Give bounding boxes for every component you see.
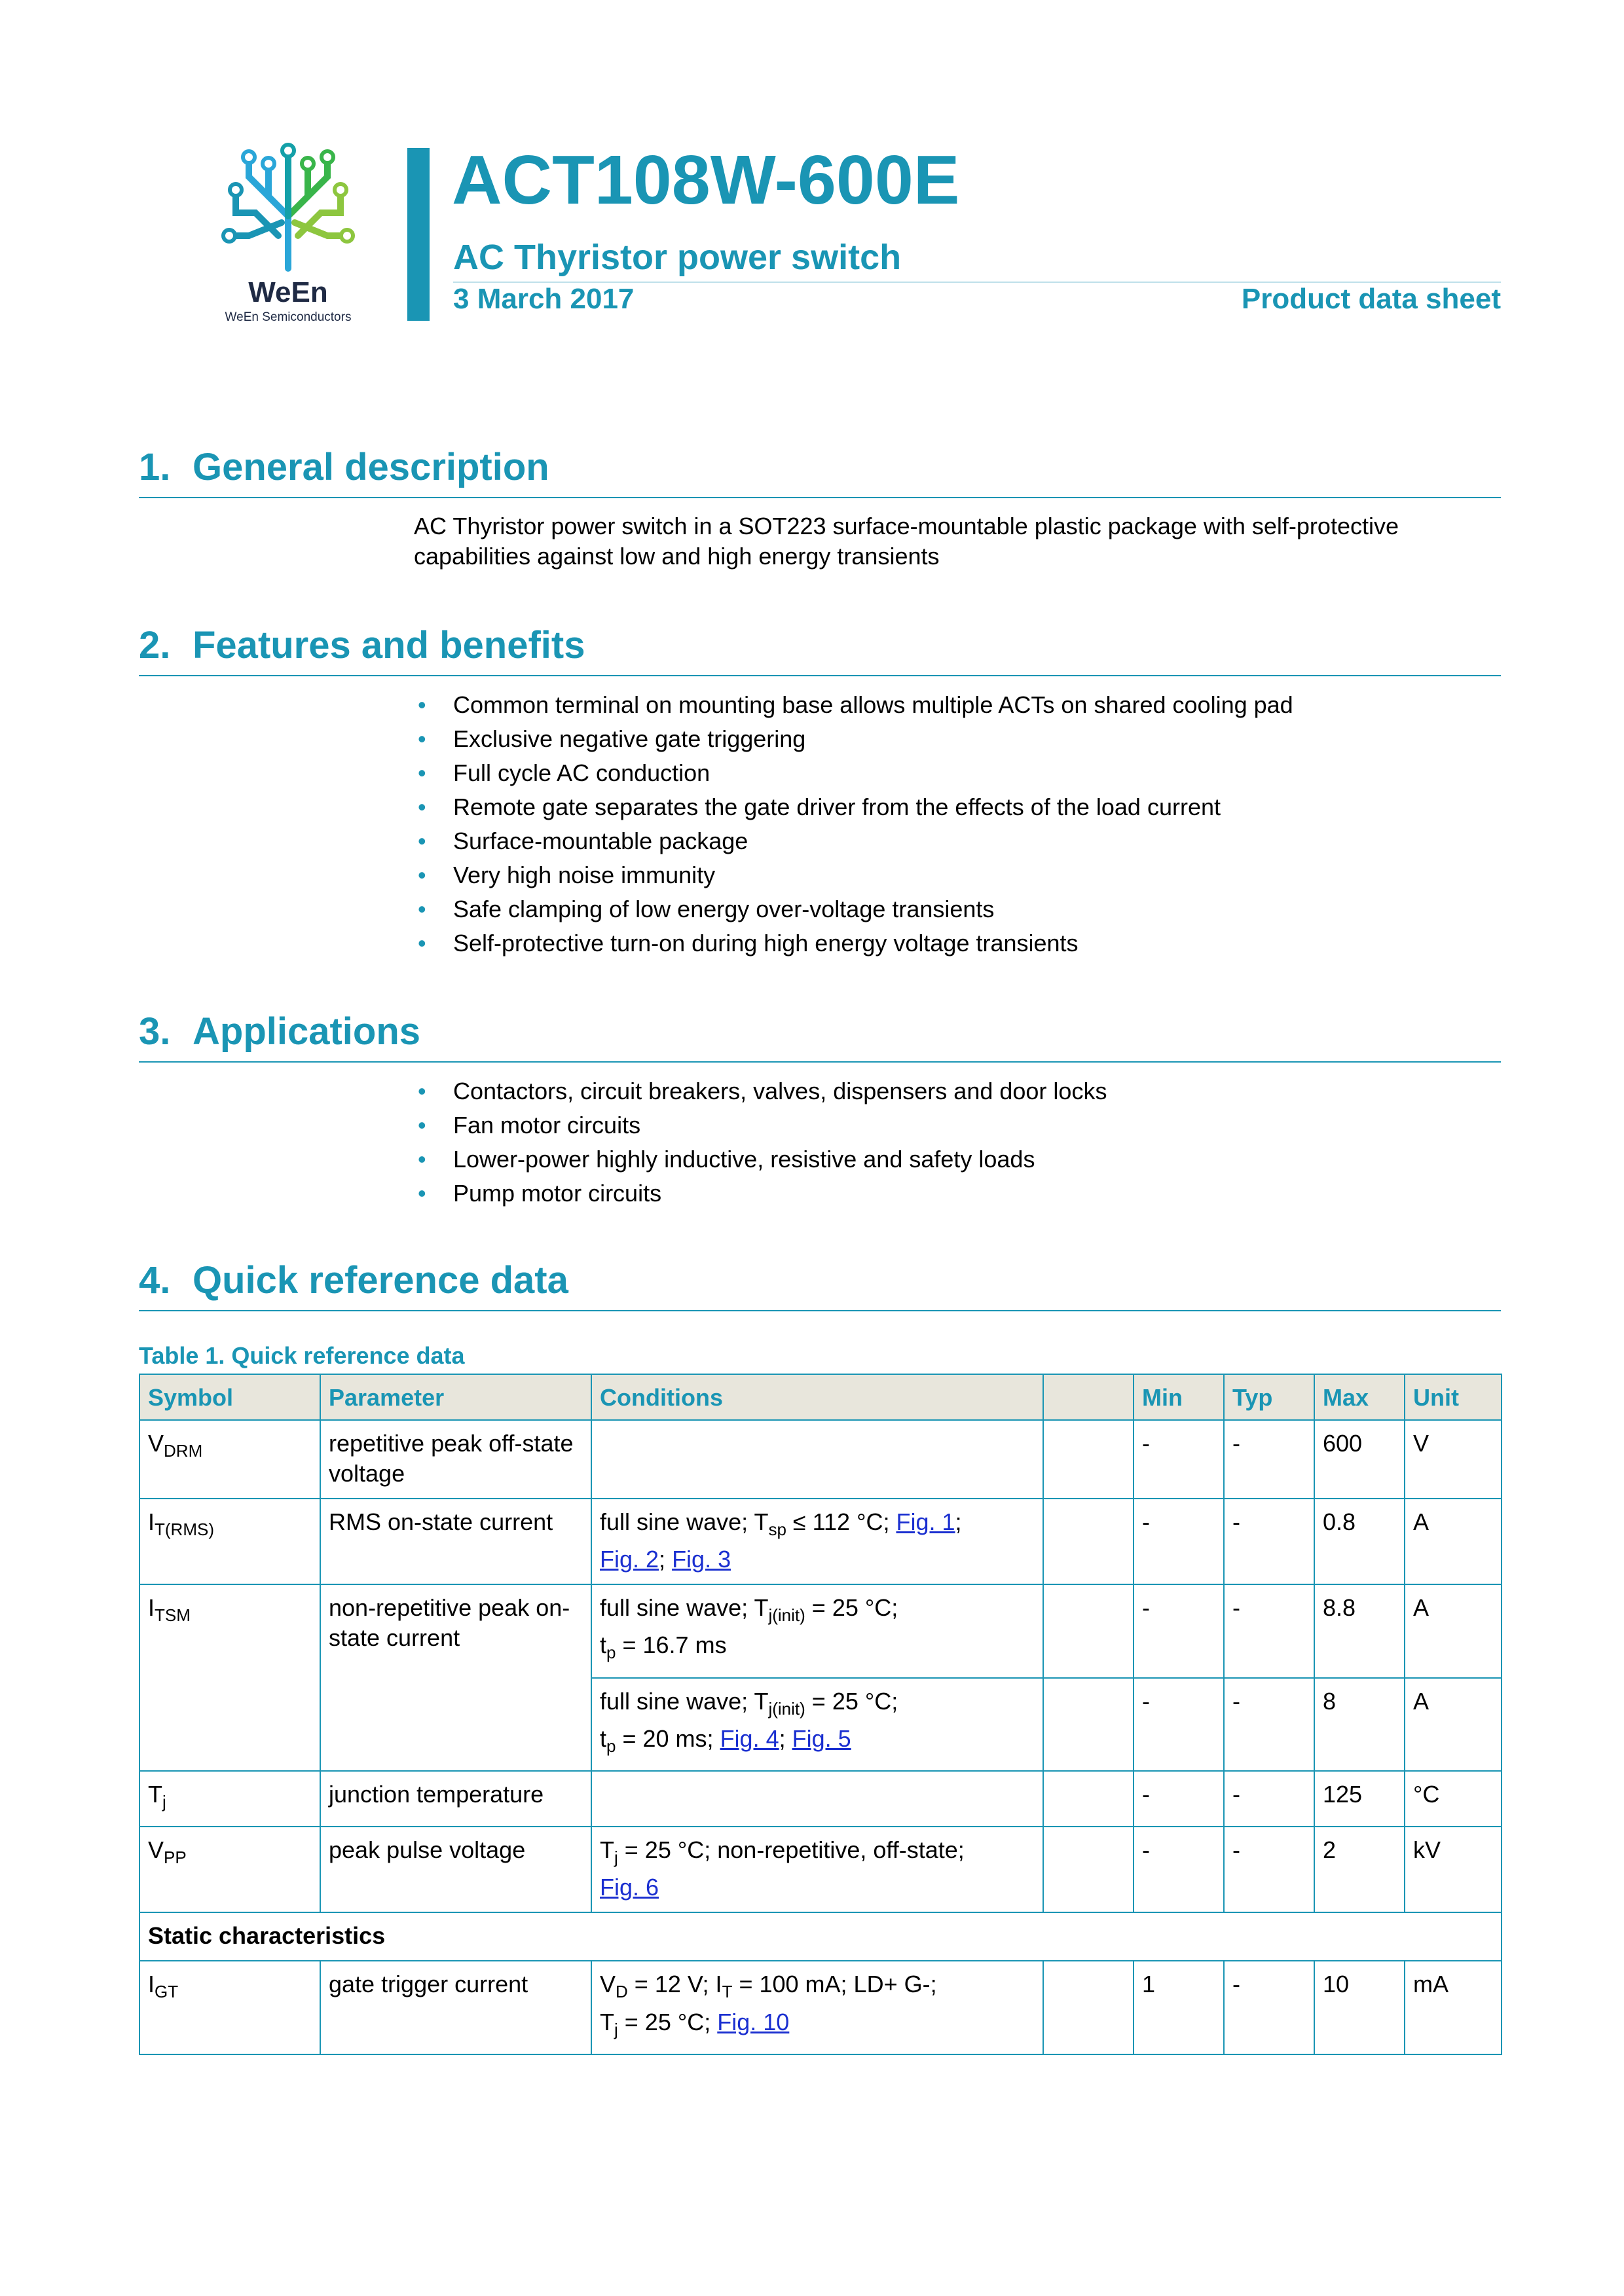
company-logo bbox=[210, 137, 367, 334]
fig6-link[interactable]: Fig. 6 bbox=[600, 1874, 659, 1901]
conditions-cell: full sine wave; $T_{j(init)} = 25$ °C; $t_p = 16.7$ ms bbox=[591, 1584, 1043, 1677]
table-group-row bbox=[139, 1912, 1502, 1961]
max-cell: 8 bbox=[1314, 1678, 1405, 1771]
col-max: Max bbox=[1314, 1374, 1405, 1420]
max-cell: 2 bbox=[1314, 1827, 1405, 1912]
typ-cell: - bbox=[1224, 1771, 1314, 1827]
document-date: 3 March 2017 bbox=[453, 283, 635, 315]
conditions-cell: $T_j = 25$ °C; non-repetitive, off-state; Fig. 6 bbox=[591, 1827, 1043, 1912]
list-item: • Contactors, circuit breakers, valves, dispensers and door locks bbox=[418, 1078, 1107, 1104]
applications-list bbox=[414, 1074, 1501, 1211]
symbol-cell: $I_{T(RMS)}$ bbox=[139, 1499, 320, 1584]
section-features bbox=[139, 623, 1501, 960]
unit-cell: A bbox=[1405, 1584, 1502, 1677]
fig1-link[interactable]: Fig. 1 bbox=[896, 1508, 955, 1535]
conditions-cell: full sine wave; $T_{j(init)} = 25$ °C; $t_p = 20$ ms; Fig. 4; Fig. 5 bbox=[591, 1678, 1043, 1771]
max-cell: 10 bbox=[1314, 1961, 1405, 2054]
document-type: Product data sheet bbox=[1241, 283, 1501, 315]
list-item: • Exclusive negative gate triggering bbox=[418, 725, 806, 752]
symbol-cell: $V_{DRM}$ bbox=[139, 1420, 320, 1499]
unit-cell: °C bbox=[1405, 1771, 1502, 1827]
unit-cell: kV bbox=[1405, 1827, 1502, 1912]
section-number: 2. bbox=[139, 624, 171, 666]
logo-wordmark: WeEn bbox=[248, 276, 328, 308]
parameter-cell: RMS on-state current bbox=[320, 1499, 591, 1584]
typ-cell: - bbox=[1224, 1584, 1314, 1677]
min-cell: - bbox=[1134, 1499, 1224, 1584]
min-cell: - bbox=[1134, 1420, 1224, 1499]
list-item: • Common terminal on mounting base allows multiple ACTs on shared cooling pad bbox=[418, 691, 1293, 718]
section-number: 1. bbox=[139, 446, 171, 488]
features-list bbox=[414, 688, 1501, 960]
col-symbol: Symbol bbox=[139, 1374, 320, 1420]
conditions-cell bbox=[591, 1771, 1043, 1827]
parameter-cell: junction temperature bbox=[320, 1771, 591, 1827]
symbol-cell: $V_{PP}$ bbox=[139, 1827, 320, 1912]
col-unit: Unit bbox=[1405, 1374, 1502, 1420]
ween-logo-icon bbox=[210, 137, 367, 275]
table-row bbox=[139, 1771, 1502, 1827]
symbol-cell: $I_{TSM}$ bbox=[139, 1584, 320, 1771]
fig10-link[interactable]: Fig. 10 bbox=[717, 2008, 790, 2035]
conditions-cell: $V_D = 12$ V; $I_T = 100$ mA; LD+ G-; $T_j = 25$ °C; Fig. 10 bbox=[591, 1961, 1043, 2054]
max-cell: 600 bbox=[1314, 1420, 1405, 1499]
table-row bbox=[139, 1499, 1502, 1584]
list-item: • Pump motor circuits bbox=[418, 1180, 662, 1207]
conditions-cell: full sine wave; $T_{sp} \le 112$ °C; Fig. 1; Fig. 2; Fig. 3 bbox=[591, 1499, 1043, 1584]
product-code-title: ACT108W-600E bbox=[452, 141, 960, 219]
product-subtitle: AC Thyristor power switch bbox=[453, 238, 902, 277]
unit-cell: V bbox=[1405, 1420, 1502, 1499]
section-number: 4. bbox=[139, 1259, 171, 1302]
table-row bbox=[139, 1827, 1502, 1912]
list-item: • Safe clamping of low energy over-voltage transients bbox=[418, 896, 995, 922]
max-cell: 8.8 bbox=[1314, 1584, 1405, 1677]
typ-cell: - bbox=[1224, 1961, 1314, 2054]
table-row bbox=[139, 1420, 1502, 1499]
max-cell: 125 bbox=[1314, 1771, 1405, 1827]
section-heading bbox=[139, 623, 1501, 676]
section-number: 3. bbox=[139, 1010, 171, 1053]
section-title: Features and benefits bbox=[193, 624, 585, 666]
quick-reference-table bbox=[139, 1374, 1502, 2055]
fig5-link[interactable]: Fig. 5 bbox=[792, 1724, 851, 1752]
symbol-cell: $T_j$ bbox=[139, 1771, 320, 1827]
max-cell: 0.8 bbox=[1314, 1499, 1405, 1584]
fig3-link[interactable]: Fig. 3 bbox=[672, 1546, 731, 1573]
col-blank bbox=[1043, 1374, 1134, 1420]
unit-cell: mA bbox=[1405, 1961, 1502, 2054]
logo-subtitle: WeEn Semiconductors bbox=[225, 310, 352, 324]
conditions-cell bbox=[591, 1420, 1043, 1499]
typ-cell: - bbox=[1224, 1678, 1314, 1771]
unit-cell: A bbox=[1405, 1499, 1502, 1584]
parameter-cell: repetitive peak off-state voltage bbox=[320, 1420, 591, 1499]
min-cell: 1 bbox=[1134, 1961, 1224, 2054]
table-row bbox=[139, 1961, 1502, 2054]
fig2-link[interactable]: Fig. 2 bbox=[600, 1546, 659, 1573]
section-heading bbox=[139, 1010, 1501, 1063]
min-cell: - bbox=[1134, 1584, 1224, 1677]
section-title: Quick reference data bbox=[193, 1259, 568, 1302]
col-typ: Typ bbox=[1224, 1374, 1314, 1420]
col-conditions: Conditions bbox=[591, 1374, 1043, 1420]
table-caption: Table 1. Quick reference data bbox=[139, 1342, 465, 1369]
min-cell: - bbox=[1134, 1771, 1224, 1827]
min-cell: - bbox=[1134, 1678, 1224, 1771]
typ-cell: - bbox=[1224, 1499, 1314, 1584]
section-heading bbox=[139, 445, 1501, 498]
fig4-link[interactable]: Fig. 4 bbox=[720, 1724, 779, 1752]
parameter-cell: non-repetitive peak on-state current bbox=[320, 1584, 591, 1771]
unit-cell: A bbox=[1405, 1678, 1502, 1771]
section-title: General description bbox=[193, 446, 549, 488]
parameter-cell: peak pulse voltage bbox=[320, 1827, 591, 1912]
list-item: • Surface-mountable package bbox=[418, 828, 748, 854]
list-item: • Remote gate separates the gate driver from the effects of the load current bbox=[418, 793, 1221, 820]
list-item: • Fan motor circuits bbox=[418, 1112, 641, 1139]
list-item: • Very high noise immunity bbox=[418, 862, 716, 888]
section-applications bbox=[139, 1010, 1501, 1211]
list-item: • Lower-power highly inductive, resistive and safety loads bbox=[418, 1146, 1035, 1173]
typ-cell: - bbox=[1224, 1827, 1314, 1912]
min-cell: - bbox=[1134, 1827, 1224, 1912]
header-accent-bar bbox=[407, 148, 430, 321]
col-min: Min bbox=[1134, 1374, 1224, 1420]
typ-cell: - bbox=[1224, 1420, 1314, 1499]
parameter-cell: gate trigger current bbox=[320, 1961, 591, 2054]
symbol-cell: $I_{GT}$ bbox=[139, 1961, 320, 2054]
general-description-text: AC Thyristor power switch in a SOT223 surface-mountable plastic package with self-protective capabilities against low and high energy transients bbox=[414, 513, 1399, 570]
table-row bbox=[139, 1584, 1502, 1677]
section-title: Applications bbox=[193, 1010, 421, 1053]
list-item: • Full cycle AC conduction bbox=[418, 759, 710, 786]
section-quick-reference bbox=[139, 1258, 1501, 1311]
group-label: Static characteristics bbox=[139, 1912, 1502, 1961]
section-heading bbox=[139, 1258, 1501, 1311]
col-parameter: Parameter bbox=[320, 1374, 591, 1420]
table-header-row bbox=[139, 1374, 1502, 1420]
section-general-description bbox=[139, 445, 1501, 572]
list-item: • Self-protective turn-on during high energy voltage transients bbox=[418, 930, 1079, 957]
